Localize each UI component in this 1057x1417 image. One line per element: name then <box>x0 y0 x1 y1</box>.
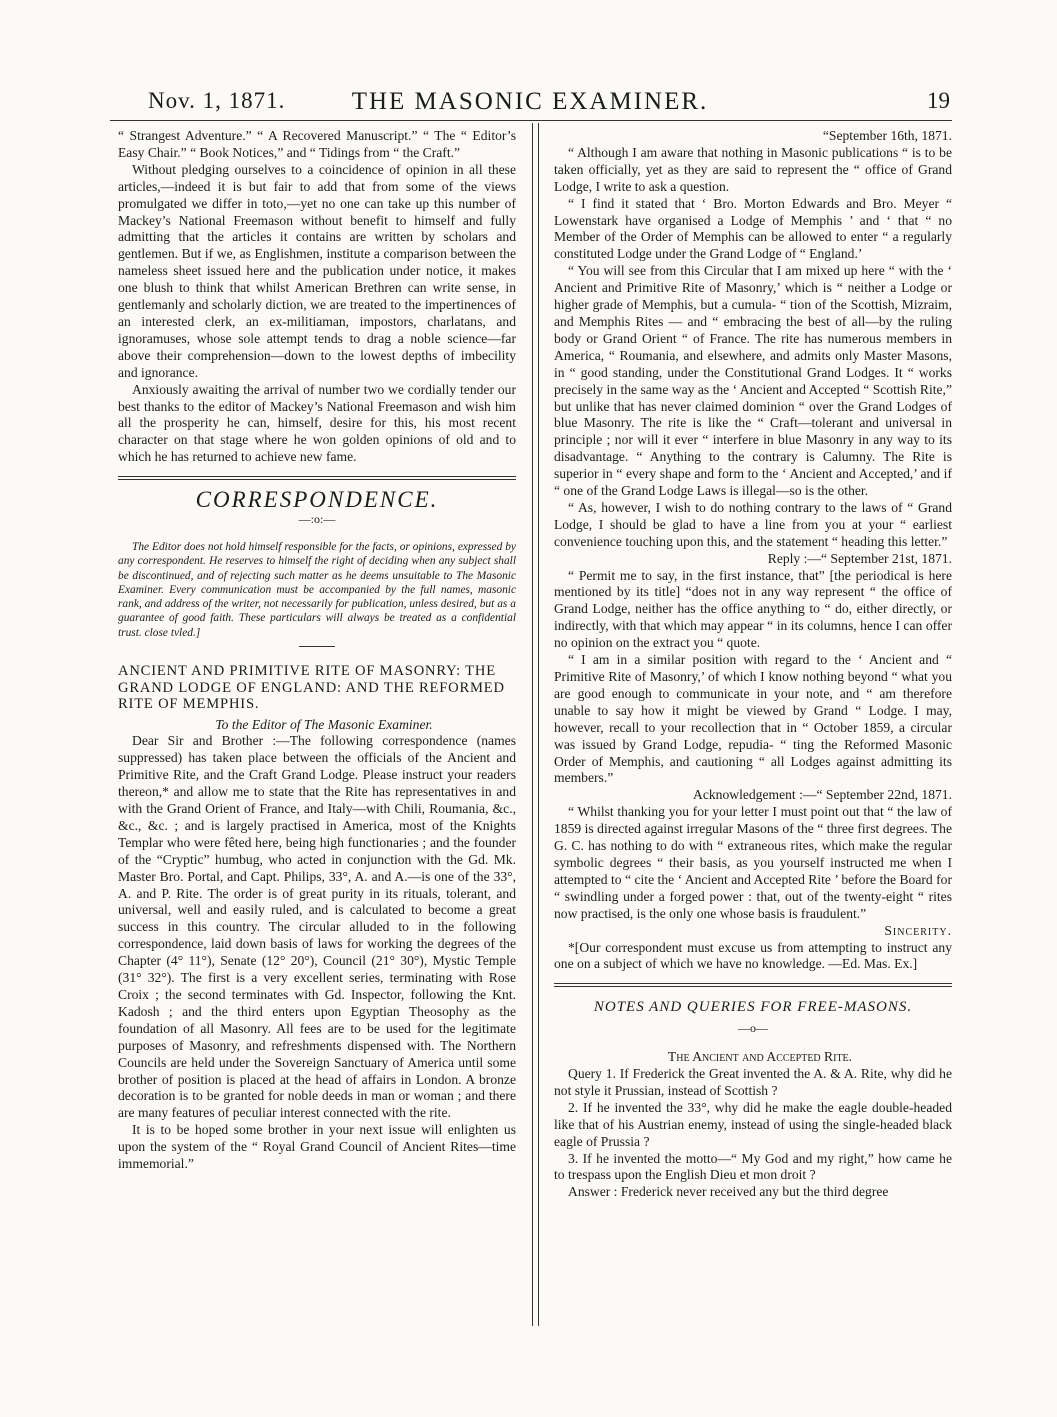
ornament-separator: —o— <box>738 1021 768 1036</box>
query-item: 2. If he invented the 33°, why did he make the eagle double-headed like that of his Austrian enemy, instead of using the single-headed black eagle of Prussia ? <box>554 1099 952 1149</box>
query-item: Query 1. If Frederick the Great invented the A. & A. Rite, why did he not style it Prussian, instead of Scottish ? <box>554 1066 952 1098</box>
right-column <box>554 128 952 1201</box>
letter-date: “September 16th, 1871. <box>822 128 952 143</box>
page-number: 19 <box>927 88 950 113</box>
answer-item: Answer : Frederick never received any but the third degree <box>568 1184 889 1200</box>
correspondence-heading: CORRESPONDENCE. <box>195 487 439 513</box>
review-paragraph: Without pledging ourselves to a coincidence of opinion in all these articles,—indeed it is but fair to add that from some of the views promulgated we differ in toto,—yet no one can take up this number of Mackey’s National Freemason without benefit to himself and fully admitting that the articles it contains are written by scholars and gentlemen. But if we, as Englishmen, institute a comparison between the nameless sheet issued here and the publication under notice, it makes one blush to think that whilst American Brethren can write sense, in gentlemanly and scholarly diction, we are treated to the impertinences of an interested clerk, an ex-militiaman, impostors, charlatans, and ignoramuses, whose sole attempt tends to drag a noble science—far above their comprehension—down to the lowest depths of imbecility and ignorance. <box>118 161 516 380</box>
letter-paragraph: “ You will see from this Circular that I am mixed up here “ with the ‘ Ancient and Primitive Rite of Masonry,’ which is “ neither a Lodge or higher grade of Memphis, but a cumula- “ tion of the Scottish, Mizraim, and Memphis Rites — and “ embracing the best of all—by the ruling body or Grand Orient “ of France. The rite has numerous members in America, “ Roumania, and elsewhere, and admits only Master Masons, in “ good standing, under the Constitutional Grand Lodges. It “ works precisely in the same way as the ‘ Ancient and Accepted “ Scottish Rite,” but unlike that has never claimed dominion “ over the Grand Lodges of blue Masonry. The rite is like the “ Craft—tolerant and universal in principle ; nor will it ever “ interfere in blue Masonry in any way to its disadvantage. “ Anything to the contrary is Calumny. The Rite is superior in “ every shape and form to the ‘ Ancient and Accepted,’ and if “ one of the Grand Lodge Laws is illegal—so is the other. <box>554 263 952 499</box>
acknowledgement-date-line: Acknowledgement :—“ September 22nd, 1871. <box>693 787 952 803</box>
left-column <box>118 128 516 1173</box>
letter-paragraph: It is to be hoped some brother in your next issue will enlighten us upon the system of the “ Royal Grand Council of Ancient Rites—time immemorial.” <box>118 1122 516 1172</box>
section-rule <box>554 983 952 987</box>
section-rule <box>118 476 516 480</box>
article-title: ANCIENT AND PRIMITIVE RITE OF MASONRY: THE GRAND LODGE OF ENGLAND: AND THE REFORMED RITE OF MEMPHIS. <box>118 663 505 713</box>
review-intro: “ Strangest Adventure.” “ A Recovered Manuscript.” “ The “ Editor’s Easy Chair.” “ Book Notices,” and “ Tidings from “ the Craft.” <box>118 128 516 160</box>
notes-heading: NOTES AND QUERIES FOR FREE-MASONS. <box>593 999 913 1016</box>
letter-paragraph: “ I am in a similar position with regard to the ‘ Ancient and “ Primitive Rite of Masonry,’ of which I know nothing beyond “ what you are good enough to communicate in your note, and “ am therefore unable to say how it might be viewed by Grand “ Lodge. I may, however, recall to your recollection that in “ October 1859, a circular was issued by Grand Lodge, repudia- “ ting the Reformed Masonic Order of Memphis, and cautioning “ all Lodges against admitting its members.” <box>554 652 952 786</box>
query-item: 3. If he invented the motto—“ My God and my right,” how came he to trespass upon the English Dieu et mon droit ? <box>554 1150 952 1183</box>
editor-footnote: *[Our correspondent must excuse us from attempting to instruct any one on a subject of which we have no knowledge. —Ed. Mas. Ex.] <box>554 939 952 972</box>
letter-paragraph: Dear Sir and Brother :—The following correspondence (names suppressed) has taken place between the officials of the Ancient and Primitive Rite, and the Craft Grand Lodge. Please instruct your readers thereon,* and allow me to state that the Rite has representatives in and with the Grand Orient of France, and Italy—with Chili, Roumania, &c., &c., &c. ; and is largely practised in America, most of the Knights Templar who were fêted here, being high functionaries ; and the founder of the “Cryptic” humbug, who acted in conjunction with the Gd. Mk. Master Bro. Portal, and Capt. Philips, 33°, A. and A.—is one of the 33°, A. and P. Rite. The order is of great purity in its rituals, tolerant, and universal, well and easily ruled, and is calculated to become a great success in this country. The circular alluded to in the following correspondence, laid down basis of laws for working the degrees of the Chapter (4° 11°), Senate (12° 20°), Council (21° 30°), Mystic Temple (31° 32°). The first is a very excellent series, terminating with Rose Croix ; the second terminates with Gd. Inspector, following the Knt. Kadosh ; and the third enters upon Egyptian Theosophy as the foundation of all Masonry. All fees are to be used for the legitimate purposes of Masonry, and refreshments dispensed with. The Northern Councils are held under the Sovereign Sanctuary of America until some brother of position is placed at the head of affairs in London. A bronze decoration is to be granted for noble deeds in man or woman ; and there are many features of peculiar interest connected with the rite. <box>118 733 516 1121</box>
letter-paragraph: “ Permit me to say, in the first instance, that” [the periodical is here mentioned by its title] “does not in any way represent “ the office of Grand Lodge, neither has the office anything to “ do, either directly, or indirectly, with that which may appear “ in its columns, hence I can offer no opinion on the extract you “ quote. <box>554 567 952 651</box>
letter-paragraph: “ Whilst thanking you for your letter I must point out that “ the law of 1859 is directed against irregular Masons of the “ three first degrees. The G. C. has nothing to do with “ extraneous rites, which make the regular symbolic degrees “ their basis, as you yourself instructed me when I attempted to “ cite the ‘ Ancient and Accepted Rite ’ before the Board for “ swindling under a forged power : that, out of the twenty-eight “ rites now practised, is the only one whose basis is fraudulent.” <box>554 804 952 921</box>
newspaper-title: THE MASONIC EXAMINER. <box>351 88 709 115</box>
editor-notice: The Editor does not hold himself responsible for the facts, or opinions, expressed by any correspondent. He reserves to himself the right of deciding when any subject shall be discontinued, and of rejecting such matter as he deems unsuitable to The Masonic Examiner. Every communication must be accompanied by the full names, masonic rank, and address of the writer, not necessarily for publication, unless desired, but as a guarantee of good faith. These particulars will always be treated as a confidential trust. close tvled.] <box>118 540 516 639</box>
letter-paragraph: “ I find it stated that ‘ Bro. Morton Edwards and Bro. Meyer “ Lowenstark have organised a Lodge of Memphis ’ and ‘ that “ no Member of the Order of Memphis can be allowed to enter “ a regularly constituted Lodge under the Grand Lodge of “ England.’ <box>554 195 952 262</box>
review-paragraph: Anxiously awaiting the arrival of number two we cordially tender our best thanks to the editor of Mackey’s National Freemason and wish him all the prosperity he can, himself, desire for this, his most recent character on that stage where he won golden opinions of old and to which he has returned to achieve new fame. <box>118 381 516 465</box>
short-rule <box>299 646 335 647</box>
notes-subheading: The Ancient and Accepted Rite. <box>667 1049 853 1065</box>
column-divider <box>538 123 539 1326</box>
column-divider <box>532 123 533 1326</box>
letter-paragraph: “ Although I am aware that nothing in Masonic publications “ is to be taken officially, yet as they are said to represent the “ office of Grand Lodge, I write to ask a question. <box>554 144 952 194</box>
header-rule <box>110 120 952 121</box>
page-header <box>110 88 950 116</box>
ornament-separator: —:o:— <box>298 512 336 527</box>
issue-date: Nov. 1, 1871. <box>148 88 286 113</box>
letter-paragraph: “ As, however, I wish to do nothing contrary to the laws of “ Grand Lodge, I should be glad to have a line from you at your “ earliest convenience touching upon this, and the statement “ heading this letter.” <box>554 499 952 549</box>
signature: Sincerity. <box>884 922 952 938</box>
letter-addressee: To the Editor of The Masonic Examiner. <box>215 716 433 732</box>
reply-date-line: Reply :—“ September 21st, 1871. <box>767 550 952 566</box>
